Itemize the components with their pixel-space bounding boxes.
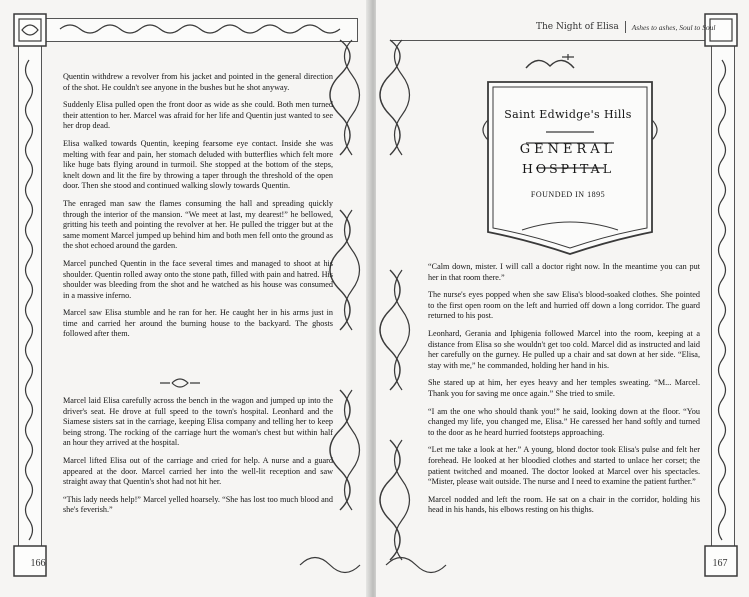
left-text-block-after-break <box>63 396 333 523</box>
sign-line-4: FOUNDED IN 1895 <box>530 190 606 199</box>
paragraph: “This lady needs help!” Marcel yelled hoarsely. “She has lost too much blood and she's feverish.” <box>63 494 333 515</box>
paragraph: She stared up at him, her eyes heavy and her temples sweating. “M... Marcel. Thank you for saving me once again.” She tried to smile. <box>428 378 700 398</box>
paragraph: Marcel lifted Elisa out of the carriage and cried for help. A nurse and a guard appeared at the door. Marcel carried her into the well-lit reception and saw straight away that Quentin's shot had not hit her. <box>63 455 333 487</box>
paragraph: Marcel nodded and left the room. He sat on a chair in the corridor, holding his head in his hands, his elbows resting on his thighs. <box>428 494 700 515</box>
left-text-block <box>63 72 333 347</box>
left-page <box>0 0 370 597</box>
sign-line-2: GENERAL <box>519 142 617 157</box>
page-number-left: 166 <box>30 557 46 569</box>
paragraph: Leonhard, Gerania and Iphigenia followed Marcel into the room, keeping at a distance from Elisa so she wouldn't get too cold. Marcel did as instructed and laid her carefully on the gurney. He pulled up a chair and sat down at her side. “Elisa, stay with me,” he commanded, holding her hand in his. <box>428 328 700 370</box>
paragraph: Elisa walked towards Quentin, keeping fearsome eye contact. Inside she was melting with fear and pain, her stomach deluded with butterflies which felt more like huge bats flying around in turmoil. She stopped at the bottom of the steps, knelt down and lit the fire by throwing a taper through the threshold of the open door. Then she stood and continued walking slowly towards Quentin. <box>63 138 333 191</box>
book-title: The Night of Elisa <box>536 22 619 32</box>
right-text-block <box>428 262 700 523</box>
sign-line-3: HOSPITAL <box>521 161 615 176</box>
paragraph: Marcel saw Elisa stumble and he ran for her. He caught her in his arms just in time and carried her around the burning house to the backyard. The ghosts followed after them. <box>63 308 333 339</box>
right-page <box>376 0 749 597</box>
paragraph: Marcel laid Elisa carefully across the bench in the wagon and jumped up into the driver's seat. He drove at full speed to the town's hospital. Leonhard and the Siamese sisters sat in the carriage, keeping Elisa company and telling her to keep being strong. The rocking of the carriage hurt the woman's chest but within half an hour they arrived at the hospital. <box>63 396 333 448</box>
paragraph: Suddenly Elisa pulled open the front door as wide as she could. Both men turned their attention to her. Marcel was afraid for her life and Quentin just wanted to see her drop dead. <box>63 100 333 131</box>
chapter-title: Ashes to ashes, Soul to Soul <box>631 22 716 32</box>
paragraph: “Let me take a look at her.” A young, blond doctor took Elisa's pulse and felt her forehead. He looked at her bloodied clothes and started to unlace her corset; the patient twitched and moaned. The doctor looked at Marcel over his spectacles. “Mister, please wait outside. The nurse and I need to examine the patient further.” <box>428 445 700 487</box>
running-head <box>536 20 736 34</box>
header-separator <box>625 21 626 33</box>
paragraph: The enraged man saw the flames consuming the hall and spreading quickly through the interior of the mansion. “We meet at last, my dearest!” he bellowed, gritting his teeth and pointing the revolver at her. He pulled the trigger but at the same moment Marcel jumped up behind him and both men fell onto the ground as the shot echoed around the garden. <box>63 198 333 251</box>
paragraph: Marcel punched Quentin in the face several times and managed to shoot at his shoulder. Quentin rolled away onto the stone path, filled with pain and hatred. His shoulder was bleeding from the shot and he watched as his house was consumed in a massive inferno. <box>63 258 333 300</box>
hospital-sign <box>480 54 656 250</box>
paragraph: The nurse's eyes popped when she saw Elisa's blood-soaked clothes. She pointed to the first open room on the left and hurried off down a long corridor. The guard returned to his post. <box>428 290 700 321</box>
paragraph: “Calm down, mister. I will call a doctor right now. In the meantime you can put her in that room there.” <box>428 262 700 282</box>
page-number-right: 167 <box>712 557 728 569</box>
sign-line-1: Saint Edwidge's Hills <box>504 108 632 121</box>
paragraph: Quentin withdrew a revolver from his jacket and pointed in the general direction of the shot. He couldn't see anyone in the bushes but he shot anyway. <box>63 72 333 92</box>
paragraph: “I am the one who should thank you!” he said, looking down at the floor. “You changed my life, you changed me, Elisa.” He caressed her hand softly and turned to the door as he heard hurried footsteps approaching. <box>428 406 700 437</box>
